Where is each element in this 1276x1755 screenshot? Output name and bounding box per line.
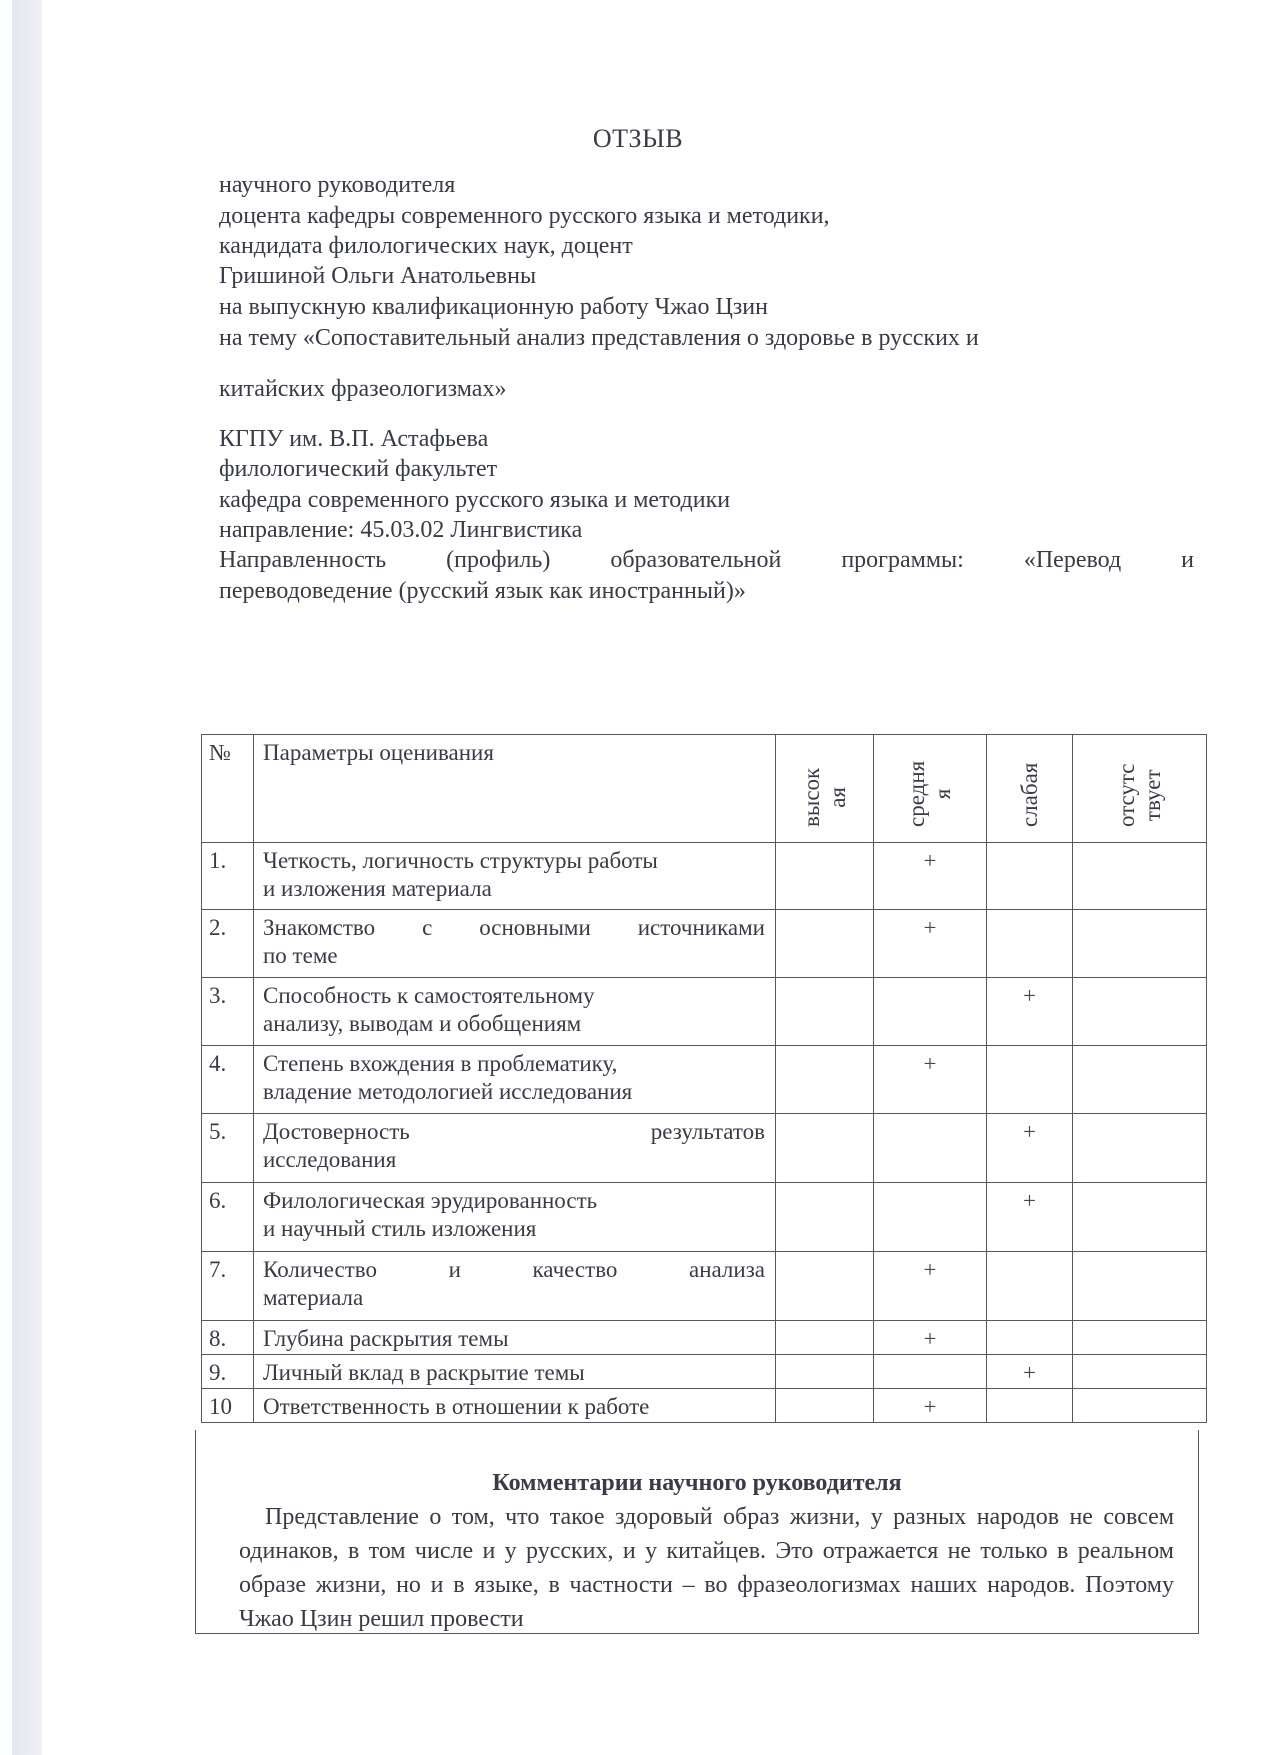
- grade-cell-absent: [1073, 1183, 1207, 1252]
- column-header-number: №: [202, 735, 254, 843]
- grade-cell-weak: [987, 843, 1073, 910]
- parameter-line1: Филологическая эрудированность: [263, 1188, 598, 1213]
- grade-cell-medium: [874, 1321, 987, 1355]
- grade-mark: +: [1023, 1188, 1036, 1213]
- row-number: 9.: [202, 1355, 254, 1389]
- grade-cell-absent: [1073, 1046, 1207, 1114]
- grade-cell-medium: [874, 910, 987, 978]
- grade-cell-high: [776, 843, 874, 910]
- grade-cell-high: [776, 1046, 874, 1114]
- row-parameter: [254, 1046, 776, 1114]
- grade-mark: +: [1023, 1360, 1036, 1385]
- column-header-params: Параметры оценивания: [254, 735, 776, 843]
- parameter-line1: Достоверность результатов: [263, 1119, 765, 1144]
- grade-mark: +: [923, 1257, 937, 1282]
- department: кафедра современного русского языка и методики: [219, 487, 731, 513]
- grade-cell-medium: [874, 843, 987, 910]
- parameter-line2: анализу, выводам и обобщениям: [263, 1011, 582, 1036]
- grade-mark: +: [923, 915, 937, 940]
- parameter-line2: материала: [263, 1285, 364, 1310]
- table-row: [202, 1252, 1207, 1321]
- row-parameter: [254, 1183, 776, 1252]
- parameter-line1: Знакомство с основными источниками: [263, 915, 765, 940]
- grade-cell-medium: [874, 1046, 987, 1114]
- parameter-line1: Глубина раскрытия темы: [263, 1326, 509, 1351]
- grade-cell-weak: [987, 1355, 1073, 1389]
- row-number: 4.: [202, 1046, 254, 1114]
- table-row: [202, 1355, 1207, 1389]
- grade-mark: +: [923, 848, 937, 873]
- profile-line1: Направленность (профиль) образовательной программы: «Перевод и: [219, 547, 1194, 573]
- grade-cell-medium: [874, 1389, 987, 1423]
- row-parameter: [254, 843, 776, 910]
- grade-cell-high: [776, 1321, 874, 1355]
- column-header-medium: [874, 735, 987, 843]
- column-header-weak: [987, 735, 1073, 843]
- grade-cell-absent: [1073, 1355, 1207, 1389]
- grade-cell-medium: [874, 1252, 987, 1321]
- parameter-line1: Четкость, логичность структуры работы: [263, 848, 658, 873]
- work-topic-line1: на тему «Сопоставительный анализ представления о здоровье в русских и: [219, 325, 979, 351]
- parameter-line2: исследования: [263, 1147, 397, 1172]
- row-number: 6.: [202, 1183, 254, 1252]
- table-row: [202, 843, 1207, 910]
- comments-box: [195, 1430, 1199, 1634]
- row-number: 10: [202, 1389, 254, 1423]
- row-number: 2.: [202, 910, 254, 978]
- grade-cell-absent: [1073, 1114, 1207, 1183]
- row-parameter: [254, 978, 776, 1046]
- university: КГПУ им. В.П. Астафьева: [219, 426, 489, 452]
- work-topic-line2: китайских фразеологизмах»: [219, 376, 507, 402]
- grade-cell-absent: [1073, 1321, 1207, 1355]
- comments-text: Представление о том, что такое здоровый образ жизни, у разных народов не совсем одинаков, в том числе и у русских, и у китайцев. Это отражается не только в реальном образе жизни, но и в языке, в частности – во фразеологизмах наших народов. Поэтому Чжао Цзин решил провести: [239, 1504, 1174, 1632]
- table-row: [202, 1389, 1207, 1423]
- grade-cell-high: [776, 1114, 874, 1183]
- grade-cell-weak: [987, 910, 1073, 978]
- grade-cell-weak: [987, 1046, 1073, 1114]
- row-parameter: [254, 1114, 776, 1183]
- parameter-line2: и научный стиль изложения: [263, 1216, 537, 1241]
- evaluation-table: [201, 734, 1207, 1423]
- table-row: [202, 1046, 1207, 1114]
- grade-cell-absent: [1073, 978, 1207, 1046]
- table-row: [202, 1114, 1207, 1183]
- row-number: 3.: [202, 978, 254, 1046]
- parameter-line1: Количество и качество анализа: [263, 1257, 765, 1282]
- level-label-line1: отсутс: [1113, 763, 1139, 827]
- row-parameter: [254, 1252, 776, 1321]
- row-number: 1.: [202, 843, 254, 910]
- level-label-line2: я: [930, 788, 955, 800]
- table-row: [202, 1321, 1207, 1355]
- grade-cell-absent: [1073, 1252, 1207, 1321]
- column-header-high: [776, 735, 874, 843]
- comments-title: Комментарии научного руководителя: [492, 1470, 902, 1496]
- reviewer-role: научного руководителя: [219, 172, 456, 198]
- table-header-row: [202, 735, 1207, 843]
- grade-mark: +: [1023, 1119, 1036, 1144]
- grade-mark: +: [923, 1394, 937, 1419]
- work-type: на выпускную квалификационную работу Чжао Цзин: [219, 294, 768, 320]
- grade-cell-medium: [874, 1114, 987, 1183]
- faculty: филологический факультет: [219, 456, 498, 482]
- table-row: [202, 1183, 1207, 1252]
- grade-cell-medium: [874, 1355, 987, 1389]
- grade-cell-medium: [874, 978, 987, 1046]
- parameter-line2: по теме: [263, 943, 338, 968]
- grade-cell-high: [776, 1183, 874, 1252]
- grade-cell-high: [776, 910, 874, 978]
- grade-cell-absent: [1073, 843, 1207, 910]
- scan-edge-strip: [12, 0, 42, 1755]
- grade-cell-weak: [987, 1252, 1073, 1321]
- direction: направление: 45.03.02 Лингвистика: [219, 517, 583, 543]
- grade-cell-medium: [874, 1183, 987, 1252]
- row-parameter: [254, 910, 776, 978]
- parameter-line2: и изложения материала: [263, 876, 492, 901]
- parameter-line2: владение методологией исследования: [263, 1079, 633, 1104]
- level-label-line1: слабая: [1016, 762, 1042, 827]
- grade-mark: +: [923, 1051, 937, 1076]
- level-label-line1: высок: [798, 767, 824, 827]
- grade-cell-weak: [987, 1114, 1073, 1183]
- grade-mark: +: [923, 1326, 937, 1351]
- reviewer-position: доцента кафедры современного русского языка и методики,: [219, 203, 830, 229]
- row-number: 8.: [202, 1321, 254, 1355]
- column-header-absent: [1073, 735, 1207, 843]
- grade-cell-absent: [1073, 1389, 1207, 1423]
- level-label-line2: ая: [824, 787, 850, 808]
- parameter-line1: Личный вклад в раскрытие темы: [263, 1360, 585, 1385]
- parameter-line1: Степень вхождения в проблематику,: [263, 1051, 618, 1076]
- parameter-line1: Способность к самостоятельному: [263, 983, 595, 1008]
- grade-mark: +: [1023, 983, 1036, 1008]
- grade-cell-absent: [1073, 910, 1207, 978]
- profile-line2: переводоведение (русский язык как иностранный)»: [219, 578, 746, 604]
- grade-cell-high: [776, 1355, 874, 1389]
- row-parameter: [254, 1389, 776, 1423]
- table-row: [202, 910, 1207, 978]
- grade-cell-weak: [987, 1183, 1073, 1252]
- row-number: 5.: [202, 1114, 254, 1183]
- table-row: [202, 978, 1207, 1046]
- reviewer-name: Гришиной Ольги Анатольевны: [219, 263, 537, 289]
- level-label-line2: твует: [1139, 769, 1165, 822]
- reviewer-degree: кандидата филологических наук, доцент: [219, 233, 633, 259]
- row-parameter: [254, 1321, 776, 1355]
- grade-cell-high: [776, 978, 874, 1046]
- grade-cell-high: [776, 1252, 874, 1321]
- grade-cell-weak: [987, 1321, 1073, 1355]
- grade-cell-high: [776, 1389, 874, 1423]
- parameter-line1: Ответственность в отношении к работе: [263, 1394, 650, 1419]
- grade-cell-weak: [987, 978, 1073, 1046]
- row-number: 7.: [202, 1252, 254, 1321]
- row-parameter: [254, 1355, 776, 1389]
- grade-cell-weak: [987, 1389, 1073, 1423]
- level-label-line1: средня: [904, 760, 929, 827]
- document-title: ОТЗЫВ: [592, 124, 684, 153]
